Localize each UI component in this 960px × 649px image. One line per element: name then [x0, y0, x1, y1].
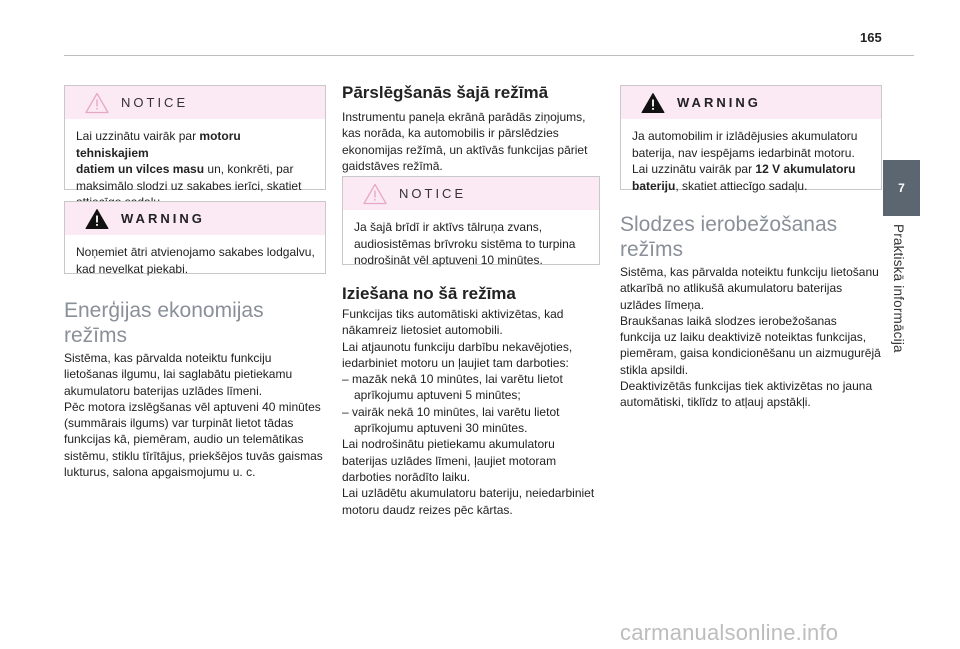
warning-label: WARNING [677, 95, 761, 110]
warning-header [65, 202, 325, 235]
section-heading-load-limit: Slodzes ierobežošanas režīms [620, 213, 838, 261]
text-line: Lai uzzinātu vairāk par 12 V akumulatoru [632, 162, 856, 176]
section-heading-switching: Pārslēgšanās šajā režīmā [342, 83, 549, 102]
warning-label: WARNING [121, 211, 205, 226]
page-number: 165 [860, 30, 882, 45]
text-line: Ja automobilim ir izlādējusies akumulatoru [632, 129, 858, 143]
text-line: Noņemiet ātri atvienojamo sakabes lodgalvu, [76, 245, 315, 259]
notice-header [65, 86, 325, 119]
notice-box [64, 85, 326, 193]
text-line: datiem un vilces masu un, konkrēti, par [76, 162, 294, 176]
warning-triangle-icon [641, 92, 665, 114]
text-line: Lai uzzinātu vairāk par motoru tehniskajiem [76, 129, 241, 160]
text-line: kad nevelkat piekabi. [76, 261, 189, 276]
section-heading-energy-economy: Enerģijas ekonomijas režīms [64, 299, 264, 347]
text-line: maksimālo slodzi uz sakabes ierīci, skatiet [76, 178, 302, 193]
caution-triangle-icon [85, 92, 109, 114]
warning-box [620, 85, 882, 193]
warning-header [621, 86, 881, 119]
warning-text [65, 235, 325, 285]
caution-triangle-icon [363, 183, 387, 205]
text-line: bateriju, skatiet attiecīgo sadaļu. [632, 178, 808, 193]
chapter-title: Praktiskā informācija [891, 224, 906, 353]
warning-triangle-icon [85, 208, 109, 230]
chapter-tab[interactable] [883, 160, 920, 216]
text-line: baterija, nav iespējams iedarbināt motoru. [632, 145, 855, 160]
watermark: carmanualsonline.info [620, 620, 839, 645]
notice-label: NOTICE [399, 186, 467, 201]
energy-economy-paragraph: Sistēma, kas pārvalda noteiktu funkciju lietošanas ilgumu, lai saglabātu pietiekamu akumulatoru baterijas uzlādes līmeni. Pēc motora izslēgšanas vēl aptuveni 40 minūtes (summārais ilgums) var turpināt lietot tādas funkcijas kā, piemēram, audio un telemātikas sistēmu, stiklu tīrītājus, priekšējos tuvās gaismas lukturus, salona apgaismojumu u. c. [64, 351, 323, 480]
chapter-number: 7 [898, 181, 905, 195]
text-line: audiosistēmas brīvroku sistēma to turpina [354, 236, 576, 251]
notice-text [343, 210, 599, 277]
switching-paragraph: Instrumentu paneļa ekrānā parādās ziņojums, kas norāda, ka automobilis ir pārslēdzies ekonomijas režīmā, un aktīvās funkcijas pāriet gaidstāves režīmā. [342, 110, 588, 173]
notice-header [343, 177, 599, 210]
notice-label: NOTICE [121, 95, 189, 110]
top-rule [64, 55, 914, 56]
text-line: Ja šajā brīdī ir aktīvs tālruņa zvans, [354, 220, 543, 234]
section-heading-exit: Iziešana no šā režīma [342, 284, 516, 303]
load-limit-paragraph: Sistēma, kas pārvalda noteiktu funkciju lietošanu atkarībā no atlikušā akumulatoru baterijas uzlādes līmeņa. Braukšanas laikā slodzes ierobežošanas funkcija uz laiku deaktivizē noteiktas funkcijas, piemēram, gaisa kondicionēšanu un aizmugurējā stikla apsildi. Deaktivizētās funkcijas tiek aktivizētas no jauna automātiski, tiklīdz to atļauj apstākļi. [620, 265, 881, 410]
exit-paragraph: Funkcijas tiks automātiski aktivizētas, kad nākamreiz lietosiet automobili. Lai atjaunotu funkciju darbību nekavējoties, iedarbiniet motoru un ļaujiet tam darboties: – mazāk nekā 10 minūtes, lai varētu lietot aprīkojumu aptuveni 5 minūtes; – vairāk nekā 10 minūtes, lai varētu lietot aprīkojumu aptuveni 30 minūtes. Lai nodrošinātu pietiekamu akumulatoru baterijas uzlādes līmeni, ļaujiet motoram darboties norādīto laiku. Lai uzlādētu akumulatoru bateriju, neiedarbiniet motoru daudz reizes pēc kārtas. [342, 307, 595, 517]
warning-text [621, 119, 881, 202]
notice-box [342, 176, 600, 265]
warning-box [64, 201, 326, 274]
text-line: nodrošināt vēl aptuveni 10 minūtes. [354, 253, 543, 267]
